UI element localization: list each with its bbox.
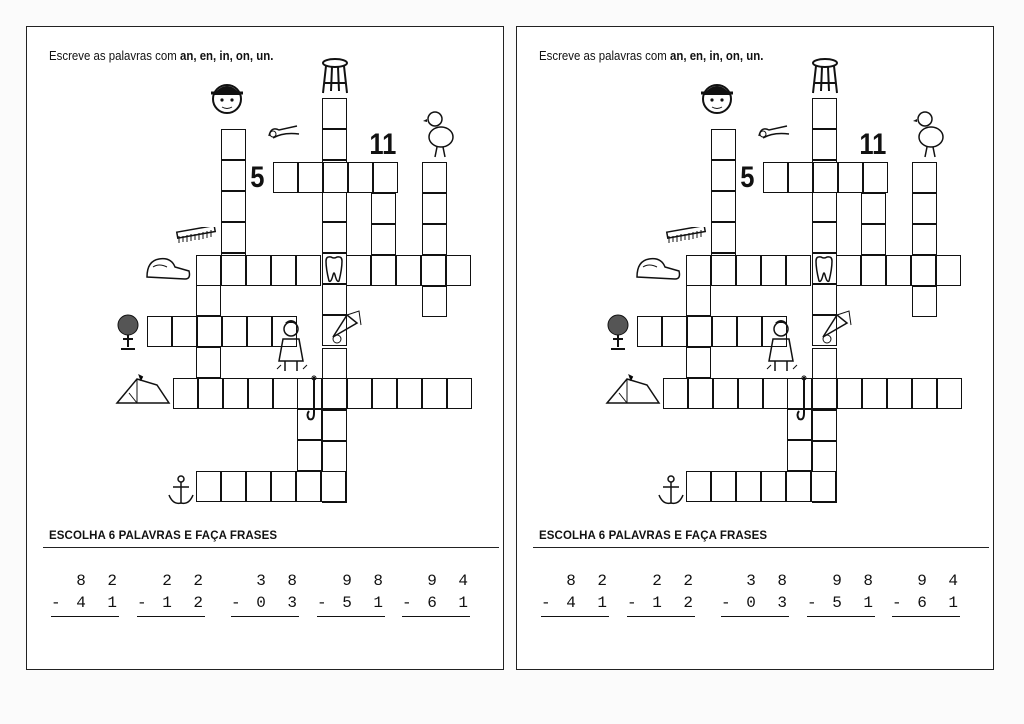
subtrahend: 6 1 bbox=[427, 594, 474, 612]
crossword-cell[interactable] bbox=[912, 378, 937, 409]
crossword-cell[interactable] bbox=[147, 316, 172, 347]
subtrahend: 4 1 bbox=[566, 594, 613, 612]
minuend: 3 8 bbox=[746, 572, 793, 590]
crossword-cell[interactable] bbox=[812, 98, 837, 129]
tent-icon bbox=[605, 373, 661, 407]
minuend: 8 2 bbox=[76, 572, 123, 590]
instruction-syllables: an, en, in, on, un. bbox=[179, 48, 274, 63]
crossword-cell[interactable] bbox=[713, 378, 738, 409]
crossword-cell[interactable] bbox=[422, 224, 447, 255]
crossword-cell[interactable] bbox=[861, 193, 886, 224]
crossword-cell[interactable] bbox=[371, 255, 396, 286]
crossword-cell[interactable] bbox=[271, 255, 296, 286]
crossword-cell[interactable] bbox=[196, 285, 221, 316]
crossword-cell[interactable] bbox=[912, 286, 937, 317]
crossword-cell[interactable] bbox=[886, 255, 911, 286]
minus-sign: - bbox=[51, 594, 61, 612]
crossword-cell[interactable] bbox=[322, 191, 347, 222]
crossword-cell[interactable] bbox=[836, 255, 861, 286]
crossword-cell[interactable] bbox=[911, 255, 936, 286]
crossword-cell[interactable] bbox=[736, 255, 761, 286]
section-title: ESCOLHA 6 PALAVRAS E FAÇA FRASES bbox=[49, 530, 278, 542]
answer-line[interactable] bbox=[137, 616, 205, 617]
crossword-cell[interactable] bbox=[321, 471, 346, 502]
tent-icon bbox=[115, 373, 171, 407]
clip-icon bbox=[267, 122, 301, 142]
crossword-cell[interactable] bbox=[298, 162, 323, 193]
crossword-cell[interactable] bbox=[422, 378, 447, 409]
crossword-cell[interactable] bbox=[812, 222, 837, 253]
minuend: 9 4 bbox=[427, 572, 474, 590]
crossword-cell[interactable] bbox=[221, 255, 246, 286]
minus-sign: - bbox=[231, 594, 241, 612]
crossword-cell[interactable] bbox=[221, 129, 246, 160]
minus-sign: - bbox=[317, 594, 327, 612]
clip-icon bbox=[757, 122, 791, 142]
worksheet-left bbox=[26, 26, 504, 670]
crossword-cell[interactable] bbox=[838, 162, 863, 193]
answer-line[interactable] bbox=[721, 616, 789, 617]
section-title: ESCOLHA 6 PALAVRAS E FAÇA FRASES bbox=[539, 530, 768, 542]
answer-line[interactable] bbox=[231, 616, 299, 617]
crossword-cell[interactable] bbox=[812, 191, 837, 222]
instruction-syllables: an, en, in, on, un. bbox=[669, 48, 764, 63]
crossword-cell[interactable] bbox=[347, 378, 372, 409]
shoe-icon bbox=[635, 253, 683, 281]
subtrahend: 6 1 bbox=[917, 594, 964, 612]
crossword-cell[interactable] bbox=[687, 316, 712, 347]
crossword-cell[interactable] bbox=[813, 162, 838, 193]
minuend: 9 8 bbox=[832, 572, 879, 590]
minuend: 3 8 bbox=[256, 572, 303, 590]
crossword-cell[interactable] bbox=[172, 316, 197, 347]
crossword-cell[interactable] bbox=[173, 378, 198, 409]
minuend: 2 2 bbox=[652, 572, 699, 590]
chick-icon bbox=[913, 109, 945, 159]
crossword-cell[interactable] bbox=[397, 378, 422, 409]
crossword-cell[interactable] bbox=[372, 378, 397, 409]
globe-icon bbox=[605, 313, 633, 353]
minus-sign: - bbox=[402, 594, 412, 612]
crossword-cell[interactable] bbox=[812, 129, 837, 160]
crossword-cell[interactable] bbox=[761, 255, 786, 286]
child-icon bbox=[765, 319, 799, 375]
answer-line[interactable] bbox=[541, 616, 609, 617]
hook-icon bbox=[305, 375, 323, 425]
section-divider bbox=[533, 547, 989, 548]
comb-icon bbox=[175, 227, 217, 245]
crossword-cell[interactable] bbox=[812, 410, 837, 441]
crossword-cell[interactable] bbox=[737, 316, 762, 347]
shoe-icon bbox=[145, 253, 193, 281]
crossword-cell[interactable] bbox=[637, 316, 662, 347]
crossword-cell[interactable] bbox=[348, 162, 373, 193]
crossword-cell[interactable] bbox=[371, 224, 396, 255]
crossword-cell[interactable] bbox=[686, 347, 711, 378]
crossword-cell[interactable] bbox=[223, 378, 248, 409]
minus-sign: - bbox=[541, 594, 551, 612]
crossword-cell[interactable] bbox=[887, 378, 912, 409]
crossword-cell[interactable] bbox=[248, 378, 273, 409]
crossword-cell[interactable] bbox=[421, 255, 446, 286]
crossword-cell[interactable] bbox=[686, 471, 711, 502]
crossword-cell[interactable] bbox=[812, 441, 837, 472]
subtrahend: 1 2 bbox=[162, 594, 209, 612]
answer-line[interactable] bbox=[627, 616, 695, 617]
crossword-cell[interactable] bbox=[863, 162, 888, 193]
instruction-prefix: Escreve as palavras com bbox=[539, 48, 670, 63]
crossword-cell[interactable] bbox=[322, 222, 347, 253]
crossword-cell[interactable] bbox=[688, 378, 713, 409]
hook-icon bbox=[795, 375, 813, 425]
crossword-cell[interactable] bbox=[738, 378, 763, 409]
clue-number-5: 5 bbox=[250, 161, 265, 194]
crossword-cell[interactable] bbox=[273, 162, 298, 193]
minus-sign: - bbox=[721, 594, 731, 612]
funnel-icon bbox=[817, 309, 853, 345]
answer-line[interactable] bbox=[51, 616, 119, 617]
subtrahend: 5 1 bbox=[832, 594, 879, 612]
instruction-prefix: Escreve as palavras com bbox=[49, 48, 180, 63]
crossword-cell[interactable] bbox=[787, 440, 812, 471]
crossword-cell[interactable] bbox=[197, 316, 222, 347]
crossword-cell[interactable] bbox=[712, 316, 737, 347]
crossword-cell[interactable] bbox=[447, 378, 472, 409]
crossword-cell[interactable] bbox=[761, 471, 786, 502]
crossword-cell[interactable] bbox=[711, 255, 736, 286]
child-icon bbox=[275, 319, 309, 375]
answer-line[interactable] bbox=[402, 616, 470, 617]
minus-sign: - bbox=[892, 594, 902, 612]
crossword-cell[interactable] bbox=[296, 255, 321, 286]
clue-number-5: 5 bbox=[740, 161, 755, 194]
crossword-cell[interactable] bbox=[221, 191, 246, 222]
crossword-cell[interactable] bbox=[322, 129, 347, 160]
crossword-cell[interactable] bbox=[373, 162, 398, 193]
crossword-cell[interactable] bbox=[221, 160, 246, 191]
crossword-cell[interactable] bbox=[396, 255, 421, 286]
minuend: 9 8 bbox=[342, 572, 389, 590]
instruction-title bbox=[49, 48, 273, 63]
subtrahend: 4 1 bbox=[76, 594, 123, 612]
crossword-cell[interactable] bbox=[711, 191, 736, 222]
crossword-cell[interactable] bbox=[322, 441, 347, 472]
crossword-cell[interactable] bbox=[686, 285, 711, 316]
crossword-cell[interactable] bbox=[422, 286, 447, 317]
crossword-cell[interactable] bbox=[937, 378, 962, 409]
crossword-cell[interactable] bbox=[812, 348, 837, 379]
globe-icon bbox=[115, 313, 143, 353]
crossword-cell[interactable] bbox=[788, 162, 813, 193]
minus-sign: - bbox=[807, 594, 817, 612]
crossword-cell[interactable] bbox=[936, 255, 961, 286]
crossword-cell[interactable] bbox=[912, 224, 937, 255]
crossword-cell[interactable] bbox=[686, 255, 711, 286]
crossword-cell[interactable] bbox=[862, 378, 887, 409]
crossword-cell[interactable] bbox=[346, 255, 371, 286]
section-divider bbox=[43, 547, 499, 548]
crossword-cell[interactable] bbox=[446, 255, 471, 286]
minus-sign: - bbox=[627, 594, 637, 612]
crossword-cell[interactable] bbox=[322, 98, 347, 129]
crossword-cell[interactable] bbox=[811, 471, 836, 502]
answer-line[interactable] bbox=[317, 616, 385, 617]
crossword-cell[interactable] bbox=[786, 471, 811, 502]
crossword-cell[interactable] bbox=[371, 193, 396, 224]
stool-icon bbox=[321, 57, 349, 95]
crossword-cell[interactable] bbox=[736, 471, 761, 502]
minus-sign: - bbox=[137, 594, 147, 612]
crossword-cell[interactable] bbox=[812, 378, 837, 409]
minuend: 2 2 bbox=[162, 572, 209, 590]
crossword-cell[interactable] bbox=[786, 255, 811, 286]
crossword-cell[interactable] bbox=[221, 222, 246, 253]
crossword-cell[interactable] bbox=[196, 347, 221, 378]
crossword-cell[interactable] bbox=[322, 410, 347, 441]
instruction-title bbox=[539, 48, 763, 63]
subtrahend: 0 3 bbox=[256, 594, 303, 612]
crossword-cell[interactable] bbox=[198, 378, 223, 409]
crossword-cell[interactable] bbox=[912, 162, 937, 193]
girl-face-icon bbox=[207, 75, 247, 117]
crossword-cell[interactable] bbox=[763, 378, 788, 409]
crossword-cell[interactable] bbox=[711, 160, 736, 191]
crossword-cell[interactable] bbox=[861, 224, 886, 255]
crossword-cell[interactable] bbox=[662, 316, 687, 347]
crossword-cell[interactable] bbox=[273, 378, 298, 409]
crossword-cell[interactable] bbox=[422, 193, 447, 224]
crossword-cell[interactable] bbox=[297, 440, 322, 471]
crossword-cell[interactable] bbox=[221, 471, 246, 502]
crossword-cell[interactable] bbox=[196, 255, 221, 286]
crossword-cell[interactable] bbox=[422, 162, 447, 193]
answer-line[interactable] bbox=[892, 616, 960, 617]
minuend: 9 4 bbox=[917, 572, 964, 590]
crossword-cell[interactable] bbox=[246, 471, 271, 502]
minuend: 8 2 bbox=[566, 572, 613, 590]
crossword-cell[interactable] bbox=[246, 255, 271, 286]
crossword-cell[interactable] bbox=[247, 316, 272, 347]
crossword-cell[interactable] bbox=[323, 162, 348, 193]
comb-icon bbox=[665, 227, 707, 245]
crossword-cell[interactable] bbox=[271, 471, 296, 502]
funnel-icon bbox=[327, 309, 363, 345]
anchor-icon bbox=[657, 475, 685, 505]
crossword-cell[interactable] bbox=[663, 378, 688, 409]
answer-line[interactable] bbox=[807, 616, 875, 617]
crossword-cell[interactable] bbox=[296, 471, 321, 502]
girl-face-icon bbox=[697, 75, 737, 117]
crossword-cell[interactable] bbox=[711, 471, 736, 502]
subtrahend: 1 2 bbox=[652, 594, 699, 612]
chick-icon bbox=[423, 109, 455, 159]
crossword-cell[interactable] bbox=[763, 162, 788, 193]
crossword-cell[interactable] bbox=[322, 348, 347, 379]
tooth-icon bbox=[323, 255, 345, 285]
subtrahend: 5 1 bbox=[342, 594, 389, 612]
clue-number-11: 11 bbox=[369, 128, 397, 161]
crossword-cell[interactable] bbox=[222, 316, 247, 347]
anchor-icon bbox=[167, 475, 195, 505]
crossword-cell[interactable] bbox=[322, 378, 347, 409]
crossword-cell[interactable] bbox=[837, 378, 862, 409]
worksheet-right bbox=[516, 26, 994, 670]
subtrahend: 0 3 bbox=[746, 594, 793, 612]
crossword-cell[interactable] bbox=[861, 255, 886, 286]
crossword-cell[interactable] bbox=[711, 129, 736, 160]
stool-icon bbox=[811, 57, 839, 95]
tooth-icon bbox=[813, 255, 835, 285]
clue-number-11: 11 bbox=[859, 128, 887, 161]
crossword-cell[interactable] bbox=[912, 193, 937, 224]
crossword-cell[interactable] bbox=[196, 471, 221, 502]
crossword-cell[interactable] bbox=[711, 222, 736, 253]
